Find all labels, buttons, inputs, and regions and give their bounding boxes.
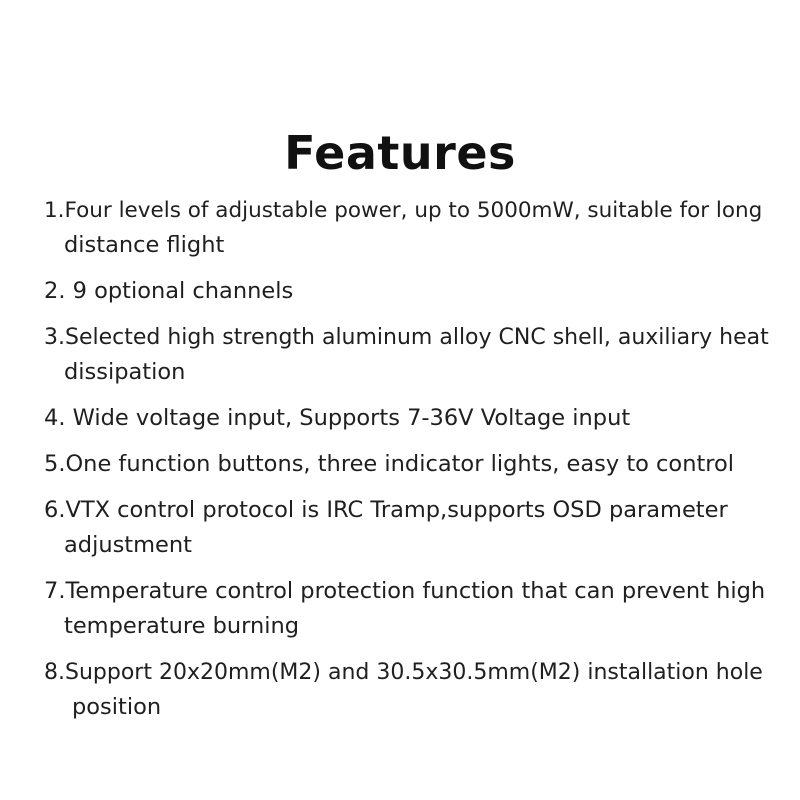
feature-item-8: [44, 655, 774, 725]
feature-item-2: [44, 274, 774, 309]
feature-text-continued: distance flight: [64, 232, 225, 258]
feature-text-continued: position: [72, 694, 162, 720]
feature-item-6: [44, 493, 774, 563]
feature-list: [44, 193, 774, 736]
feature-text: 8.Support 20x20mm(M2) and 30.5x30.5mm(M2) installation hole: [44, 660, 763, 685]
feature-item-4: [44, 401, 774, 436]
feature-text: 2. 9 optional channels: [44, 278, 294, 304]
feature-text: 7.Temperature control protection function that can prevent high: [44, 578, 766, 604]
page-title: Features: [284, 125, 516, 180]
feature-text: 6.VTX control protocol is IRC Tramp,supports OSD parameter: [44, 497, 728, 523]
feature-text-continued: adjustment: [64, 532, 192, 558]
feature-text-continued: dissipation: [64, 359, 186, 385]
feature-item-5: [44, 447, 774, 482]
feature-item-1: [44, 193, 774, 263]
feature-item-3: [44, 320, 774, 390]
feature-text: 5.One function buttons, three indicator lights, easy to control: [44, 451, 735, 477]
feature-text: 1.Four levels of adjustable power, up to 5000mW, suitable for long: [44, 198, 763, 223]
feature-text-continued: temperature burning: [64, 613, 300, 639]
feature-text: 3.Selected high strength aluminum alloy CNC shell, auxiliary heat: [44, 325, 769, 350]
feature-item-7: [44, 574, 774, 644]
feature-text: 4. Wide voltage input, Supports 7-36V Voltage input: [44, 405, 631, 431]
